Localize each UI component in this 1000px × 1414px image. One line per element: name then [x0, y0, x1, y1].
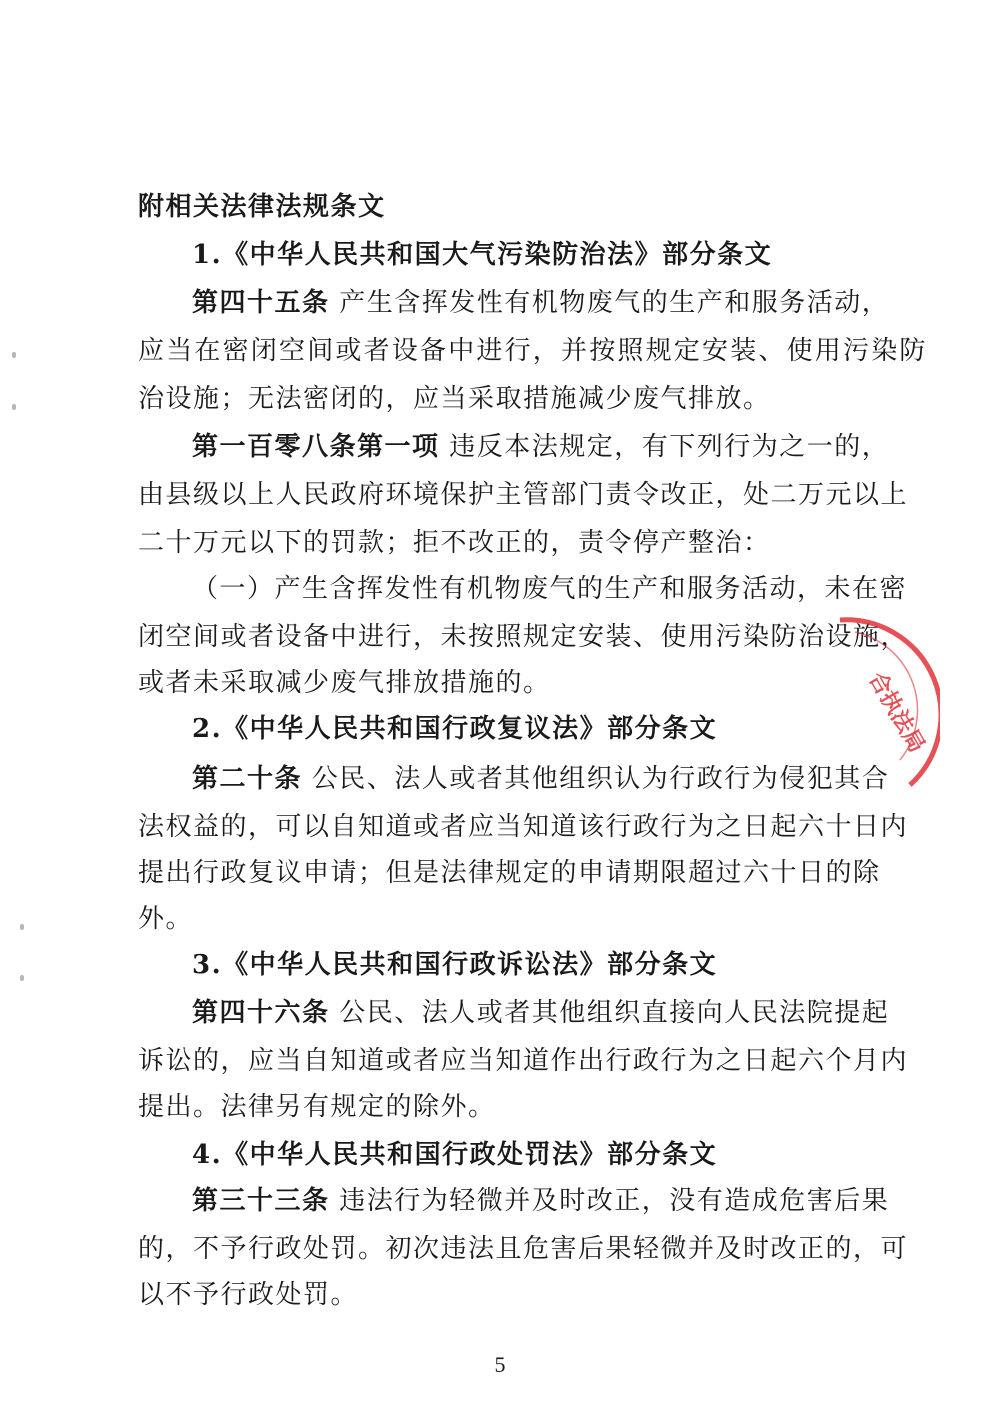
- article-108-line-1: [192, 430, 952, 464]
- article-text: 公民、法人或者其他组织直接向人民法院提起: [329, 998, 890, 1028]
- section-heading-2: 2.《中华人民共和国行政复议法》部分条文: [192, 714, 718, 744]
- article-text: 违反本法规定，有下列行为之一的，: [439, 432, 890, 462]
- article-text: 违法行为轻微并及时改正，没有造成危害后果: [329, 1186, 890, 1216]
- scan-speck: [20, 924, 24, 930]
- article-label: 第四十六条: [192, 998, 330, 1028]
- article-46-line-2: 诉讼的，应当自知道或者应当知道作出行政行为之日起六个月内: [138, 1046, 909, 1076]
- article-20-line-3: 提出行政复议申请；但是法律规定的申请期限超过六十日的除: [138, 858, 881, 888]
- scan-speck: [20, 975, 24, 981]
- page-number: 5: [494, 1352, 506, 1377]
- scan-speck: [12, 404, 16, 410]
- item-1-line-1: （一）产生含挥发性有机物废气的生产和服务活动，未在密: [192, 574, 908, 604]
- article-20-line-1: [192, 762, 952, 796]
- article-45-line-1: [192, 286, 952, 320]
- article-108-line-3: 二十万元以下的罚款；拒不改正的，责令停产整治：: [138, 528, 771, 558]
- seal-text: 合执法局: [863, 668, 930, 757]
- article-33-line-1: [192, 1184, 952, 1218]
- section-heading-1: 1.《中华人民共和国大气污染防治法》部分条文: [192, 240, 773, 270]
- article-label: 第二十条: [192, 764, 303, 794]
- article-33-line-2: 的，不予行政处罚。初次违法且危害后果轻微并及时改正的，可: [138, 1234, 909, 1264]
- article-46-line-1: [192, 996, 952, 1030]
- article-text: 公民、法人或者其他组织认为行政行为侵犯其合: [302, 764, 890, 794]
- article-20-line-2: 法权益的，可以自知道或者应当知道该行政行为之日起六十日内: [138, 812, 909, 842]
- article-46-line-3: 提出。法律另有规定的除外。: [138, 1092, 496, 1122]
- article-45-line-2: 应当在密闭空间或者设备中进行，并按照规定安装、使用污染防: [138, 336, 928, 366]
- article-label: 第四十五条: [192, 288, 330, 318]
- article-45-line-3: 治设施；无法密闭的，应当采取措施减少废气排放。: [138, 384, 771, 414]
- item-1-line-2: 闭空间或者设备中进行，未按照规定安装、使用污染防治设施，: [138, 622, 909, 652]
- item-1-line-3: 或者未采取减少废气排放措施的。: [138, 668, 551, 698]
- section-heading-3: 3.《中华人民共和国行政诉讼法》部分条文: [192, 950, 718, 980]
- article-108-line-2: 由县级以上人民政府环境保护主管部门责令改正，处二万元以上: [138, 480, 909, 510]
- scan-speck: [12, 352, 16, 358]
- article-text: 产生含挥发性有机物废气的生产和服务活动，: [329, 288, 890, 318]
- section-heading-4: 4.《中华人民共和国行政处罚法》部分条文: [192, 1140, 718, 1170]
- article-33-line-3: 以不予行政处罚。: [138, 1280, 359, 1310]
- article-20-line-4: 外。: [138, 904, 194, 934]
- document-title: 附相关法律法规条文: [138, 192, 386, 222]
- article-label: 第三十三条: [192, 1186, 330, 1216]
- article-label: 第一百零八条第一项: [192, 432, 440, 462]
